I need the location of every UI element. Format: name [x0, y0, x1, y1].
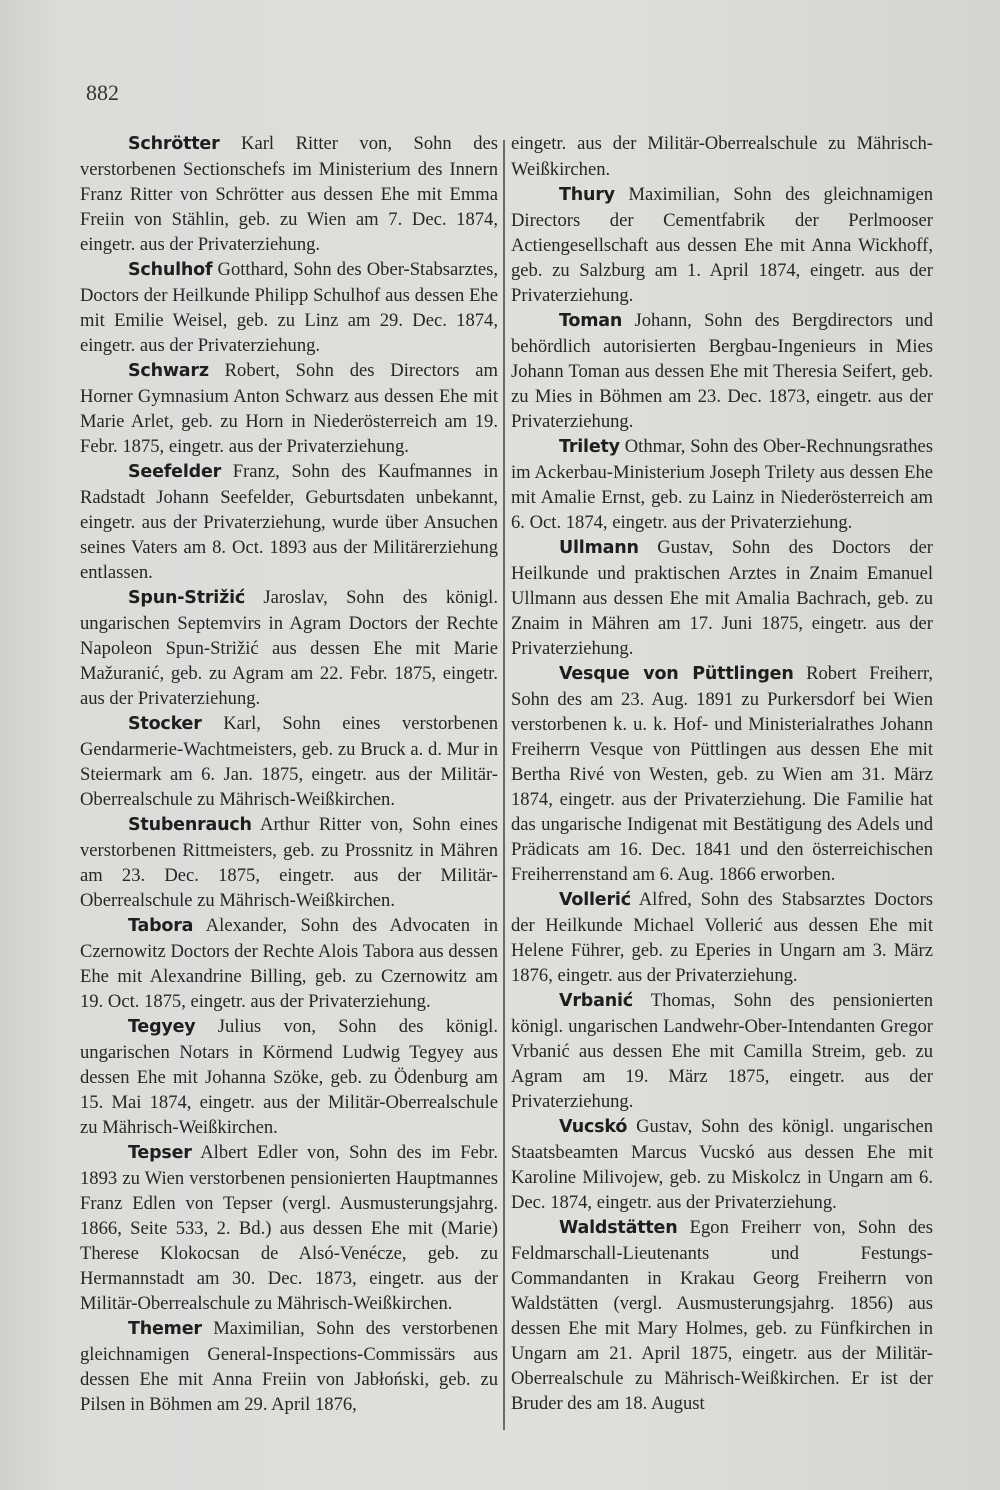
entry [511, 434, 933, 535]
entry-name: Vesque von Püttlingen [559, 664, 794, 684]
left-column [80, 131, 498, 1417]
entry-name: Schrötter [128, 134, 220, 154]
entry [511, 988, 933, 1114]
entry [80, 1014, 498, 1140]
column-divider [503, 140, 505, 1430]
entry-name: Vrbanić [559, 991, 633, 1011]
entry [80, 1316, 498, 1417]
entry-text: Alexander, Sohn des Advocaten in Czernowitz Doctors der Rechte Alois Tabora aus dessen Ehe mit Alexandrine Billing, geb. zu Czernowitz am 19. Oct. 1875, eingetr. aus der Privaterziehung. [80, 915, 498, 1012]
entry-name: Spun-Strižić [128, 588, 246, 608]
entry-name: Tepser [128, 1143, 192, 1163]
entry-text: eingetr. aus der Militär-Oberrealschule zu Mährisch-Weißkirchen. [511, 133, 933, 180]
entry-name: Waldstätten [559, 1218, 678, 1238]
entry-text: Karl Ritter von, Sohn des verstorbenen Sectionschefs im Ministerium des Innern Franz Ritter von Schrötter aus dessen Ehe mit Emma Freiin von Stählin, geb. zu Wien am 7. Dec. 1874, eingetr. aus der Privaterziehung. [80, 133, 498, 255]
entry-text: Gustav, Sohn des königl. ungarischen Staatsbeamten Marcus Vucskó aus dessen Ehe mit Karoline Milivojew, geb. zu Miskolcz in Ungarn am 6. Dec. 1874, eingetr. aus der Privaterziehung. [511, 1116, 933, 1213]
entry [80, 913, 498, 1014]
entry-text: Maximilian, Sohn des gleichnamigen Directors der Cementfabrik der Perlmooser Actiengesellschaft aus dessen Ehe mit Anna Wickhoff, geb. zu Salzburg am 1. April 1874, eingetr. aus der Privaterziehung. [511, 184, 933, 306]
entry-name: Schulhof [128, 260, 213, 280]
entry-name: Tabora [128, 916, 194, 936]
entry-name: Trilety [559, 437, 620, 457]
entry-text: Robert Freiherr, Sohn des am 23. Aug. 1891 zu Purkersdorf bei Wien verstorbenen k. u. k. Hof- und Ministerialrathes Johann Freiherrn Vesque von Püttlingen aus dessen Ehe mit Bertha Rivé von Westen, geb. zu Wien am 31. März 1874, eingetr. aus der Privaterziehung. Die Familie hat das ungarische Indigenat mit Bestätigung des Adels und Prädicats am 16. Dec. 1841 und den österreichischen Freiherrenstand am 6. Aug. 1866 erworben. [511, 663, 933, 885]
entry-name: Thury [559, 185, 615, 205]
entry-text: Egon Freiherr von, Sohn des Feldmarschall-Lieutenants und Festungs-Commandanten in Krakau Georg Freiherrn von Waldstätten (vergl. Ausmusterungsjahrg. 1856) aus dessen Ehe mit Mary Holmes, geb. zu Fünfkirchen in Ungarn am 21. April 1875, eingetr. aus der Militär-Oberrealschule zu Mährisch-Weißkirchen. Er ist der Bruder des am 18. August [511, 1217, 933, 1414]
entry [511, 661, 933, 887]
entry [80, 1140, 498, 1316]
entry-text: Robert, Sohn des Directors am Horner Gymnasium Anton Schwarz aus dessen Ehe mit Marie Arlet, geb. zu Horn in Niederösterreich am 19. Febr. 1875, eingetr. aus der Privaterziehung. [80, 360, 498, 457]
entry-text: Maximilian, Sohn des verstorbenen gleichnamigen General-Inspections-Commissärs aus dessen Ehe mit Anna Freiin von Jabłoński, geb. zu Pilsen in Böhmen am 29. April 1876, [80, 1318, 498, 1415]
entry-text: Franz, Sohn des Kaufmannes in Radstadt Johann Seefelder, Geburtsdaten unbekannt, eingetr. aus der Privaterziehung, wurde über Ansuchen seines Vaters am 8. Oct. 1893 aus der Militärerziehung entlassen. [80, 461, 498, 583]
entry-name: Seefelder [128, 462, 222, 482]
entry-text: Jaroslav, Sohn des königl. ungarischen Septemvirs in Agram Doctors der Rechte Napoleon Spun-Strižić aus dessen Ehe mit Marie Mažuranić, geb. zu Agram am 22. Febr. 1875, eingetr. aus der Privaterziehung. [80, 587, 498, 709]
entry-text: Gustav, Sohn des Doctors der Heilkunde und praktischen Arztes in Znaim Emanuel Ullmann aus dessen Ehe mit Amalia Bachrach, geb. zu Znaim in Mähren am 17. Juni 1875, eingetr. aus der Privaterziehung. [511, 537, 933, 659]
page-number: 882 [86, 80, 119, 105]
entry [511, 535, 933, 661]
entry-text: Thomas, Sohn des pensionierten königl. ungarischen Landwehr-Ober-Intendanten Gregor Vrbanić aus dessen Ehe mit Camilla Streim, geb. zu Agram am 19. März 1875, eingetr. aus der Privaterziehung. [511, 990, 933, 1112]
entry-name: Schwarz [128, 361, 209, 381]
entry-name: Vollerić [559, 890, 631, 910]
entry-text: Julius von, Sohn des königl. ungarischen Notars in Körmend Ludwig Tegyey aus dessen Ehe mit Johanna Szöke, geb. zu Ödenburg am 15. Mai 1874, eingetr. aus der Militär-Oberrealschule zu Mährisch-Weißkirchen. [80, 1016, 498, 1138]
entry-text: Albert Edler von, Sohn des im Febr. 1893 zu Wien verstorbenen pensionierten Hauptmannes Franz Edlen von Tepser (vergl. Ausmusterungsjahrg. 1866, Seite 533, 2. Bd.) aus dessen Ehe mit (Marie) Therese Klokocsan de Alsó-Venécze, geb. zu Hermannstadt am 30. Dec. 1873, eingetr. aus der Militär-Oberrealschule zu Mährisch-Weißkirchen. [80, 1142, 498, 1314]
entry [511, 308, 933, 434]
entry [511, 182, 933, 308]
entry [80, 812, 498, 913]
entry-name: Toman [559, 311, 623, 331]
entry [511, 887, 933, 988]
entry-name: Ullmann [559, 538, 639, 558]
entry [511, 1114, 933, 1215]
entry [80, 711, 498, 812]
entry-text: Othmar, Sohn des Ober-Rechnungsrathes im Ackerbau-Ministerium Joseph Trilety aus dessen Ehe mit Amalie Ernst, geb. zu Lainz in Niederösterreich am 6. Oct. 1874, eingetr. aus der Privaterziehung. [511, 436, 933, 533]
entry-text: Johann, Sohn des Bergdirectors und behördlich autorisierten Bergbau-Ingenieurs in Mies Johann Toman aus dessen Ehe mit Theresia Seifert, geb. zu Mies in Böhmen am 23. Dec. 1873, eingetr. aus der Privaterziehung. [511, 310, 933, 432]
entry-name: Stocker [128, 714, 202, 734]
entry-name: Vucskó [559, 1117, 628, 1137]
entry [80, 131, 498, 257]
entry-name: Stubenrauch [128, 815, 252, 835]
entry-text: Gotthard, Sohn des Ober-Stabsarztes, Doctors der Heilkunde Philipp Schulhof aus dessen Ehe mit Emilie Weisel, geb. zu Linz am 29. Dec. 1874, eingetr. aus der Privaterziehung. [80, 259, 498, 356]
entry-continuation [511, 131, 933, 182]
entry [80, 358, 498, 459]
entry-name: Tegyey [128, 1017, 196, 1037]
entry [80, 585, 498, 711]
entry-text: Alfred, Sohn des Stabsarztes Doctors der Heilkunde Michael Vollerić aus dessen Ehe mit Helene Führer, geb. zu Eperies in Ungarn am 3. März 1876, eingetr. aus der Privaterziehung. [511, 889, 933, 986]
right-column [511, 131, 933, 1416]
entry [80, 459, 498, 585]
entry-text: Karl, Sohn eines verstorbenen Gendarmerie-Wachtmeisters, geb. zu Bruck a. d. Mur in Steiermark am 6. Jan. 1875, eingetr. aus der Militär-Oberrealschule zu Mährisch-Weißkirchen. [80, 713, 498, 810]
entry-text: Arthur Ritter von, Sohn eines verstorbenen Rittmeisters, geb. zu Prossnitz in Mähren am 23. Dec. 1875, eingetr. aus der Militär-Oberrealschule zu Mährisch-Weißkirchen. [80, 814, 498, 911]
entry [511, 1215, 933, 1416]
entry [80, 257, 498, 358]
entry-name: Themer [128, 1319, 202, 1339]
